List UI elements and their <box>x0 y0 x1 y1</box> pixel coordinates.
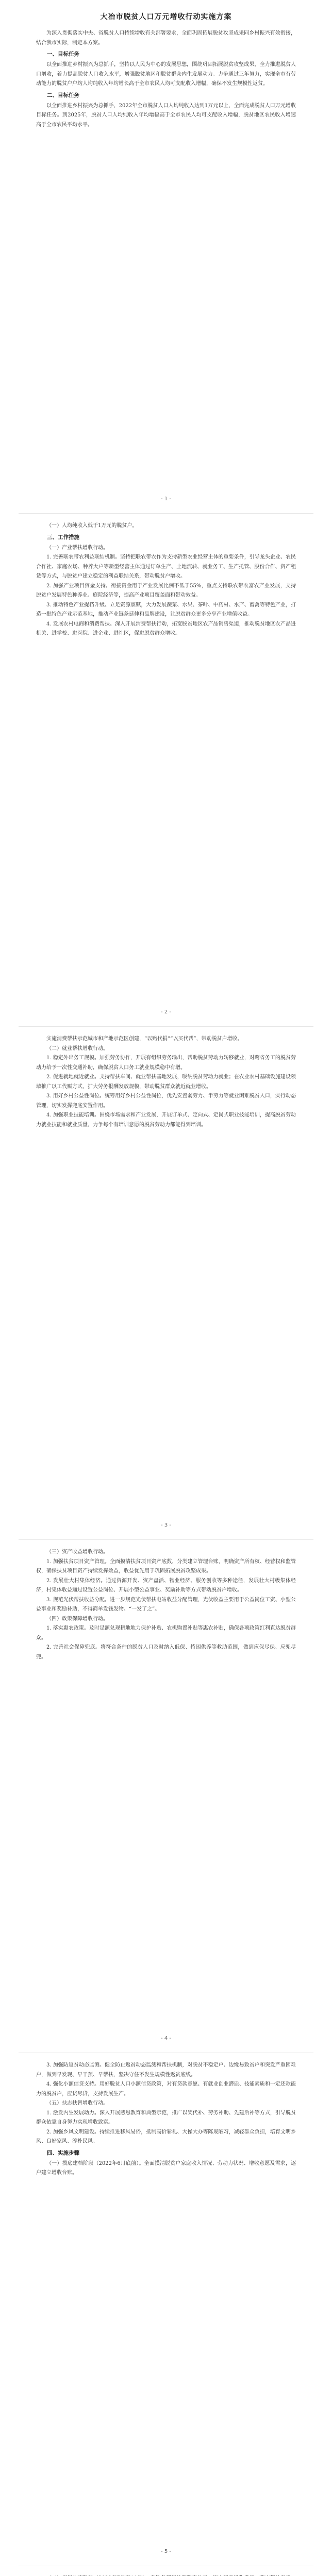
paragraph: 1. 激发内生发展动力。深入开展感恩教育和典型示范，推广以奖代补、劳务补助、先建后补等方式，引导脱贫群众依靠自身努力实现增收致富。 <box>36 2110 296 2125</box>
section-heading: 三、工作措施 <box>47 534 79 540</box>
document-page-4 <box>0 1539 332 2053</box>
page-number: - 5 - <box>161 2549 171 2554</box>
page-divider <box>19 513 313 514</box>
paragraph: （三）资产收益增收行动。 <box>46 1549 108 1555</box>
paragraph: （一）产业帮扶增收行动。 <box>46 545 108 551</box>
paragraph: 实施消费帮扶示范城市和产地示范区创建，“以购代捐”“以买代帮”，带动脱贫户增收。 <box>46 1036 243 1042</box>
document-page-6 <box>0 2566 332 2576</box>
paragraph: 3. 规范光伏帮扶收益分配。进一步规范光伏帮扶电站收益分配管理，光伏收益主要用于公益岗位工资、小型公益事业和奖励补助，不得简单发钱发物、“一发了之”。 <box>36 1597 296 1612</box>
paragraph: 2. 完善社会保障兜底。将符合条件的脱贫人口及时纳入低保、特困供养等救助范围，做到应保尽保、应兜尽兜。 <box>36 1645 296 1660</box>
paragraph: （二）就业帮扶增收行动。 <box>46 1045 108 1052</box>
paragraph: 1. 稳定外出务工规模。加强劳务协作，开展有组织劳务输出，帮助脱贫劳动力转移就业，对跨省务工的脱贫劳动力给予一次性交通补助，确保脱贫人口务工就业规模稳中有增。 <box>36 1055 296 1071</box>
paragraph: 4. 发展农村电商和消费帮扶。深入开展消费帮扶行动，拓宽脱贫地区农产品销售渠道，推动脱贫地区农产品进机关、进学校、进医院、进企业、进社区，促进脱贫群众增收。 <box>36 621 296 636</box>
paragraph: 1. 完善联农带农利益联结机制。坚持把联农带农作为支持新型农业经营主体的重要条件，引导龙头企业、农民合作社、家庭农场、种养大户等新型经营主体通过订单生产、土地流转、就业务工、生产托管、股份合作、资产租赁等方式，与脱贫户建立稳定的利益联结关系，带动脱贫户增收。 <box>36 554 296 579</box>
paragraph: 2. 促进就地就近就业。支持帮扶车间、就业帮扶基地发展，吸纳脱贫劳动力就业；在农业农村基础设施建设领域推广以工代赈方式，扩大劳务报酬发放规模，带动脱贫群众就近就业增收。 <box>36 1074 296 1090</box>
section-heading: 四、实施步骤 <box>47 2149 79 2156</box>
paragraph: 2. 加强乡风文明建设。持续推进移风易俗，抵制高价彩礼、大操大办等陈规陋习，减轻群众负担，培育文明乡风、良好家风、淳朴民风。 <box>36 2129 296 2144</box>
page-number: - 2 - <box>161 1009 171 1015</box>
document-page-3 <box>0 1026 332 1539</box>
paragraph: （五）扶志扶智增收行动。 <box>46 2100 108 2106</box>
paragraph: （四）政策保障增收行动。 <box>46 1616 108 1622</box>
document-page-2 <box>0 513 332 1026</box>
paragraph: 1. 加强扶贫项目资产管理。全面摸清扶贫项目资产底数，分类建立管理台账，明确资产所有权、经营权和监管权，确保扶贫项目资产持续发挥效益，收益优先用于巩固拓展脱贫攻坚成果。 <box>36 1558 296 1574</box>
page-number: - 4 - <box>161 2036 171 2041</box>
paragraph: 2. 加强产业项目资金支持。衔接资金用于产业发展比例不低于55%，重点支持联农带农富农产业发展，支持脱贫户发展特色种养业、庭院经济等，提高产业项目覆盖面和带动效益。 <box>36 583 296 598</box>
paragraph: 3. 用好乡村公益性岗位。统筹用好乡村公益性岗位，优先安置弱劳力、半劳力等就业困难脱贫人口，实行动态管理，切实发挥兜底安置作用。 <box>36 1093 296 1109</box>
paragraph: 以全面推进乡村振兴为总抓手，坚持以人民为中心的发展思想，围绕巩固拓展脱贫攻坚成果，全力推进脱贫人口增收，着力提高脱贫人口收入水平，增强脱贫地区和脱贫群众内生发展动力。力争通过三年努力，实现全市有劳动能力的脱贫户户均人均纯收入年均增长高于全市农民人均可支配收入增幅，确保不发生规模性返贫。 <box>36 62 296 87</box>
paragraph: 3. 推动特色产业提档升级。立足资源禀赋，大力发展蔬菜、水果、茶叶、中药材、水产、畜禽等特色产业，打造一批特色产业示范基地，推动产业链条延伸和品牌建设，让脱贫群众更多分享产业增值收益。 <box>36 602 296 617</box>
paragraph: 2. 发展壮大村集体经济。通过资源开发、资产盘活、物业经济、服务创收等多种途径，发展壮大村级集体经济，村集体收益通过设置公益岗位、开展小型公益事业、奖励补助等方式带动脱贫户增收。 <box>36 1578 296 1593</box>
document-title: 大冶市脱贫人口万元增收行动实施方案 <box>100 13 232 21</box>
paragraph: 以全面推进乡村振兴为总抓手，2022年全市脱贫人口人均纯收入达到1万元以上，全面完成脱贫人口万元增收目标任务。到2025年，脱贫人口人均纯收入年均增幅高于全市农民人均可支配收入增幅，脱贫地区农民收入增速高于全市农民平均水平。 <box>36 103 296 128</box>
paragraph: （一）人均纯收入低于1万元的脱贫户。 <box>46 523 138 529</box>
document-page-5 <box>0 2053 332 2566</box>
document-page-1 <box>0 0 332 513</box>
paragraph: （一）摸底建档阶段（2022年6月底前）。全面摸清脱贫户家庭收入情况、劳动力状况、增收意愿及需求，逐户建立增收台账。 <box>36 2160 296 2176</box>
page-divider <box>19 1026 313 1027</box>
section-heading: 二、目标任务 <box>47 92 79 98</box>
paragraph: 3. 加强防返贫动态监测。健全防止返贫动态监测和帮扶机制，对脱贫不稳定户、边缘易致贫户和突发严重困难户，做到早发现、早干预、早帮扶，坚决守住不发生规模性返贫底线。 <box>36 2062 296 2078</box>
paragraph: 为深入贯彻落实中央、省脱贫人口持续增收有关部署要求，全面巩固拓展脱贫攻坚成果同乡村振兴有效衔接，结合我市实际，制定本方案。 <box>36 30 296 46</box>
page-divider <box>19 1539 313 1540</box>
paragraph: 4. 加强职业技能培训。围绕市场需求和产业发展，开展订单式、定向式、定岗式职业技能培训，提高脱贫劳动力就业技能和就业质量，力争每个有培训意愿的脱贫劳动力都能得到培训。 <box>36 1112 296 1128</box>
paragraph: 1. 落实惠农政策。及时足额兑现耕地地力保护补贴、农机购置补贴等惠农补贴，确保各项政策红利直达脱贫群众。 <box>36 1625 296 1641</box>
paragraph: 4. 强化小额信贷支持。用好脱贫人口小额信贷政策，对有贷款意愿、有就业创业潜质、技能素质和一定还款能力的脱贫户，应贷尽贷，支持发展生产。 <box>36 2081 296 2097</box>
paragraph <box>36 2574 296 2576</box>
page-number: - 3 - <box>161 1522 171 1528</box>
section-heading: 一、目标任务 <box>47 51 79 57</box>
page-number: - 1 - <box>161 496 171 502</box>
